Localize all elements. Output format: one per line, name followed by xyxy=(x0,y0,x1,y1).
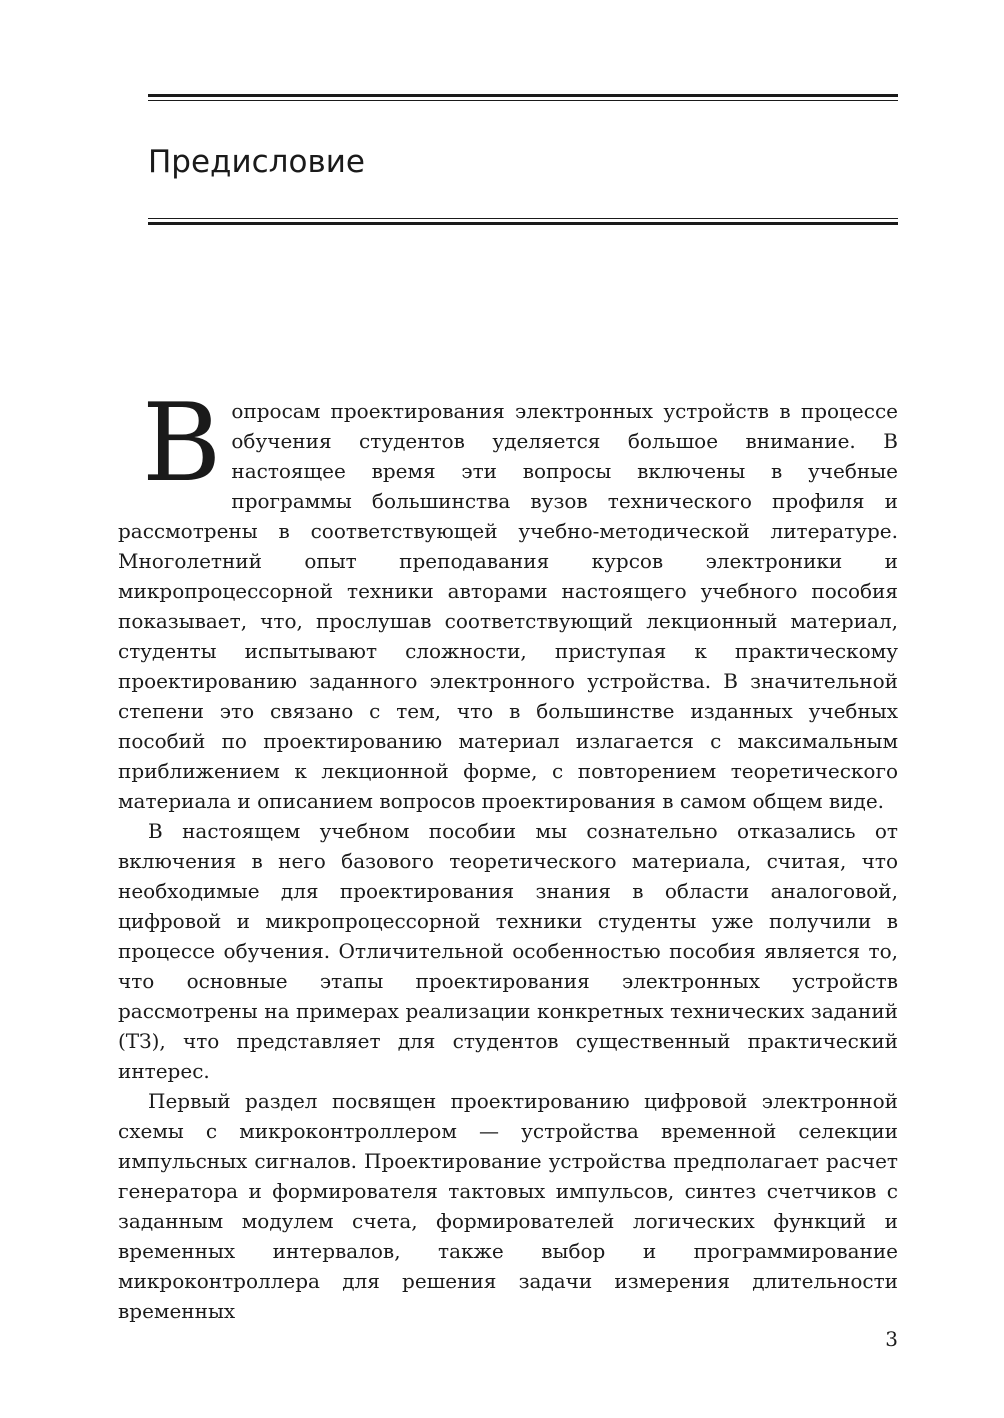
top-double-rule xyxy=(148,94,898,101)
bottom-rule-thick-line xyxy=(148,222,898,225)
top-rule-thin-line xyxy=(148,100,898,101)
paragraph-3: Первый раздел посвящен проектированию цифровой электронной схемы с микроконтроллером — устройства временной селекции импульсных сигналов. Проектирование устройства предполагает расчет генератора и формирователя тактовых импульсов, синтез счетчиков с заданным модулем счета, формирователей логических функций и временных интервалов, также выбор и программирование микроконтроллера для решения задачи измерения длительности временных xyxy=(118,1089,898,1323)
top-rule-thick-line xyxy=(148,94,898,97)
paragraph-1 xyxy=(118,381,898,816)
chapter-title: Предисловие xyxy=(148,144,365,180)
drop-cap-letter: В xyxy=(142,381,222,506)
paragraph-2: В настоящем учебном пособии мы сознательно отказались от включения в него базового теоретического материала, считая, что необходимые для проектирования знания в области аналоговой, цифровой и микропроцессорной техники студенты уже получили в процессе обучения. Отличительной особенностью пособия является то, что основные этапы проектирования электронных устройств рассмотрены на примерах реализации конкретных технических заданий (ТЗ), что представляет для студентов существенный практический интерес. xyxy=(118,819,898,1083)
page-number: 3 xyxy=(885,1327,898,1351)
bottom-double-rule xyxy=(148,218,898,225)
bottom-rule-thin-line xyxy=(148,218,898,219)
body-text xyxy=(118,381,898,1326)
paragraph-1-text: опросам проектирования электронных устройств в процессе обучения студентов уделяется большое внимание. В настоящее время эти вопросы включены в учебные программы большинства вузов технического профиля и рассмотрены в соответствующей учебно-методической литературе. Многолетний опыт преподавания курсов электроники и микропроцессорной техники авторами настоящего учебного пособия показывает, что, прослушав соответствующий лекционный материал, студенты испытывают сложности, приступая к практическому проектированию заданного электронного устройства. В значительной степени это связано с тем, что в большинстве изданных учебных пособий по проектированию материал излагается с максимальным приближением к лекционной форме, с повторением теоретического материала и описанием вопросов проектирования в самом общем виде. xyxy=(118,399,898,813)
